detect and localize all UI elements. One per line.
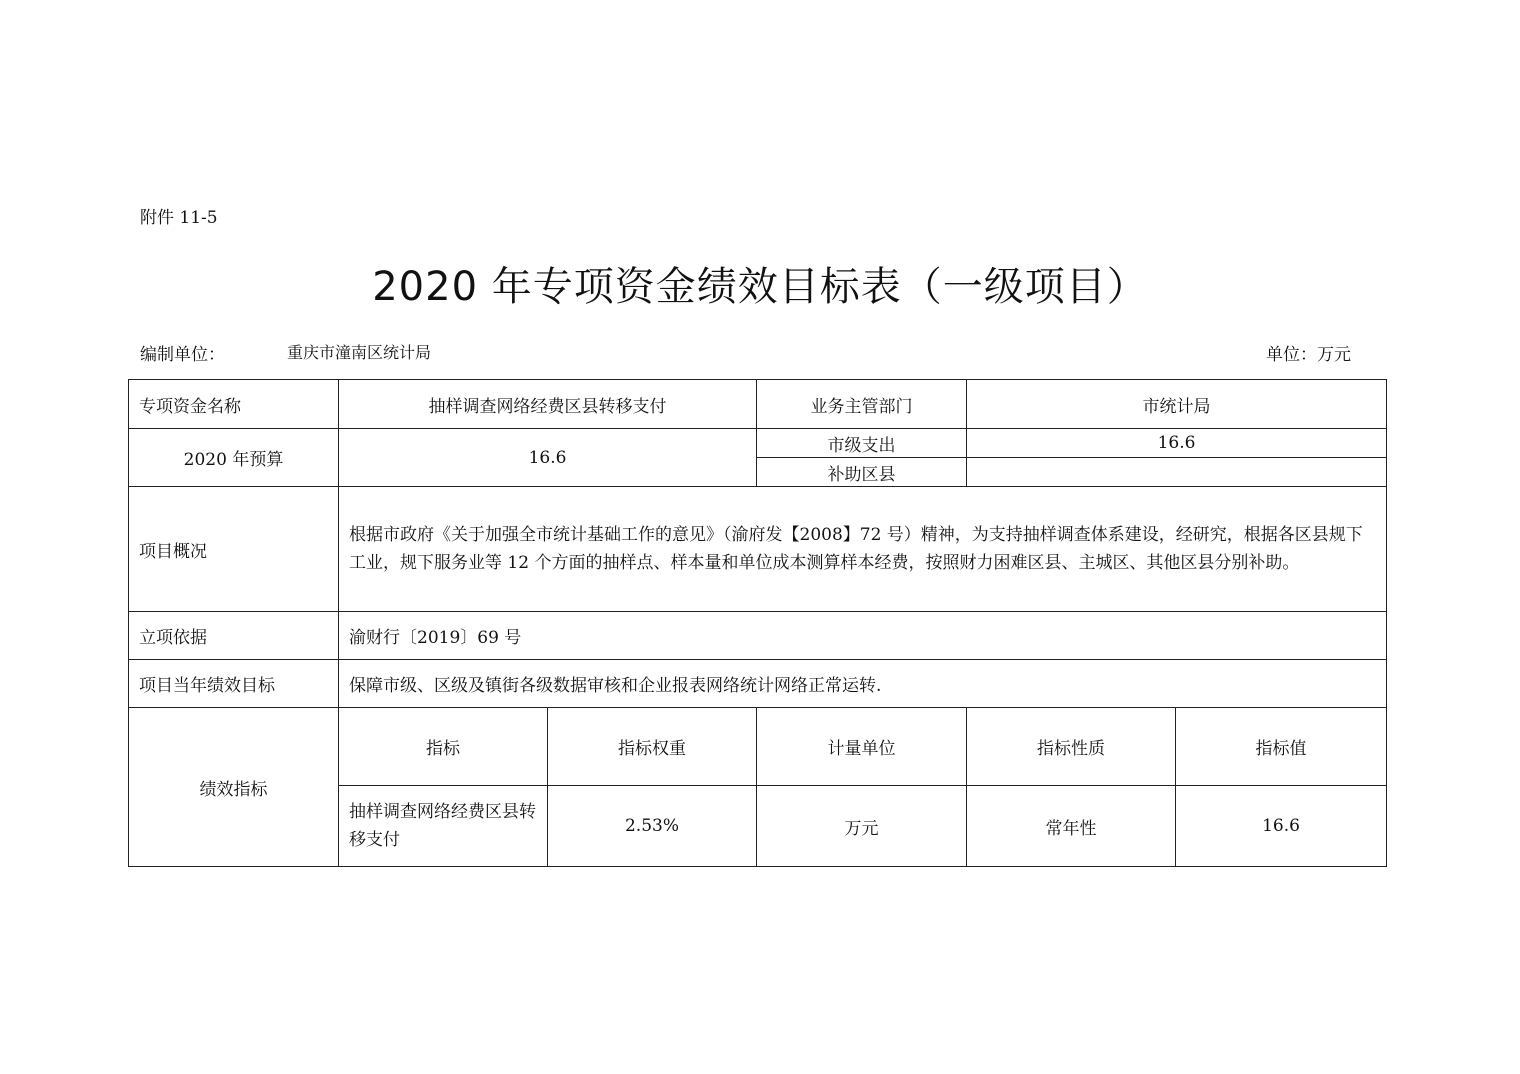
table-row (129, 612, 1387, 660)
perf-header-indicator: 指标 (339, 708, 548, 786)
perf-header-nature: 指标性质 (967, 708, 1176, 786)
basis-label: 立项依据 (129, 612, 339, 660)
budget-value: 16.6 (339, 429, 757, 487)
fund-name-label: 专项资金名称 (129, 380, 339, 429)
compile-unit-value: 重庆市潼南区统计局 (287, 343, 432, 362)
perf-nature: 常年性 (967, 786, 1176, 867)
overview-value: 根据市政府《关于加强全市统计基础工作的意见》（渝府发【2008】72 号）精神，为支持抽样调查体系建设，经研究，根据各区县规下工业，规下服务业等 12 个方面的抽样点、样本量和单位成本测算样本经费，按照财力困难区县、主城区、其他区县分别补助。 (339, 487, 1387, 612)
city-spend-label: 市级支出 (757, 429, 967, 458)
goal-label: 项目当年绩效目标 (129, 660, 339, 708)
overview-label: 项目概况 (129, 487, 339, 612)
attachment-number: 附件 11-5 (140, 208, 218, 228)
perf-indicator: 抽样调查网络经费区县转移支付 (339, 786, 548, 867)
table-row (129, 380, 1387, 429)
table-row (129, 429, 1387, 458)
money-unit: 单位：万元 (1266, 345, 1351, 365)
dept-value: 市统计局 (967, 380, 1387, 429)
perf-unit: 万元 (757, 786, 967, 867)
perf-header-unit: 计量单位 (757, 708, 967, 786)
compile-unit-label: 编制单位： (140, 345, 225, 365)
basis-value: 渝财行〔2019〕69 号 (339, 612, 1387, 660)
perf-label: 绩效指标 (129, 708, 339, 867)
perf-header-value: 指标值 (1176, 708, 1387, 786)
perf-header-weight: 指标权重 (548, 708, 757, 786)
performance-target-table (128, 379, 1387, 867)
goal-value: 保障市级、区级及镇街各级数据审核和企业报表网络统计网络正常运转. (339, 660, 1387, 708)
subsidy-label: 补助区县 (757, 458, 967, 487)
dept-label: 业务主管部门 (757, 380, 967, 429)
perf-value: 16.6 (1176, 786, 1387, 867)
page-title: 2020 年专项资金绩效目标表（一级项目） (372, 264, 1148, 310)
budget-label: 2020 年预算 (129, 429, 339, 487)
table-row (129, 487, 1387, 612)
perf-weight: 2.53% (548, 786, 757, 867)
table-row (129, 660, 1387, 708)
table-row (129, 708, 1387, 786)
subsidy-value (967, 458, 1387, 487)
city-spend-value: 16.6 (967, 429, 1387, 458)
fund-name-value: 抽样调查网络经费区县转移支付 (339, 380, 757, 429)
